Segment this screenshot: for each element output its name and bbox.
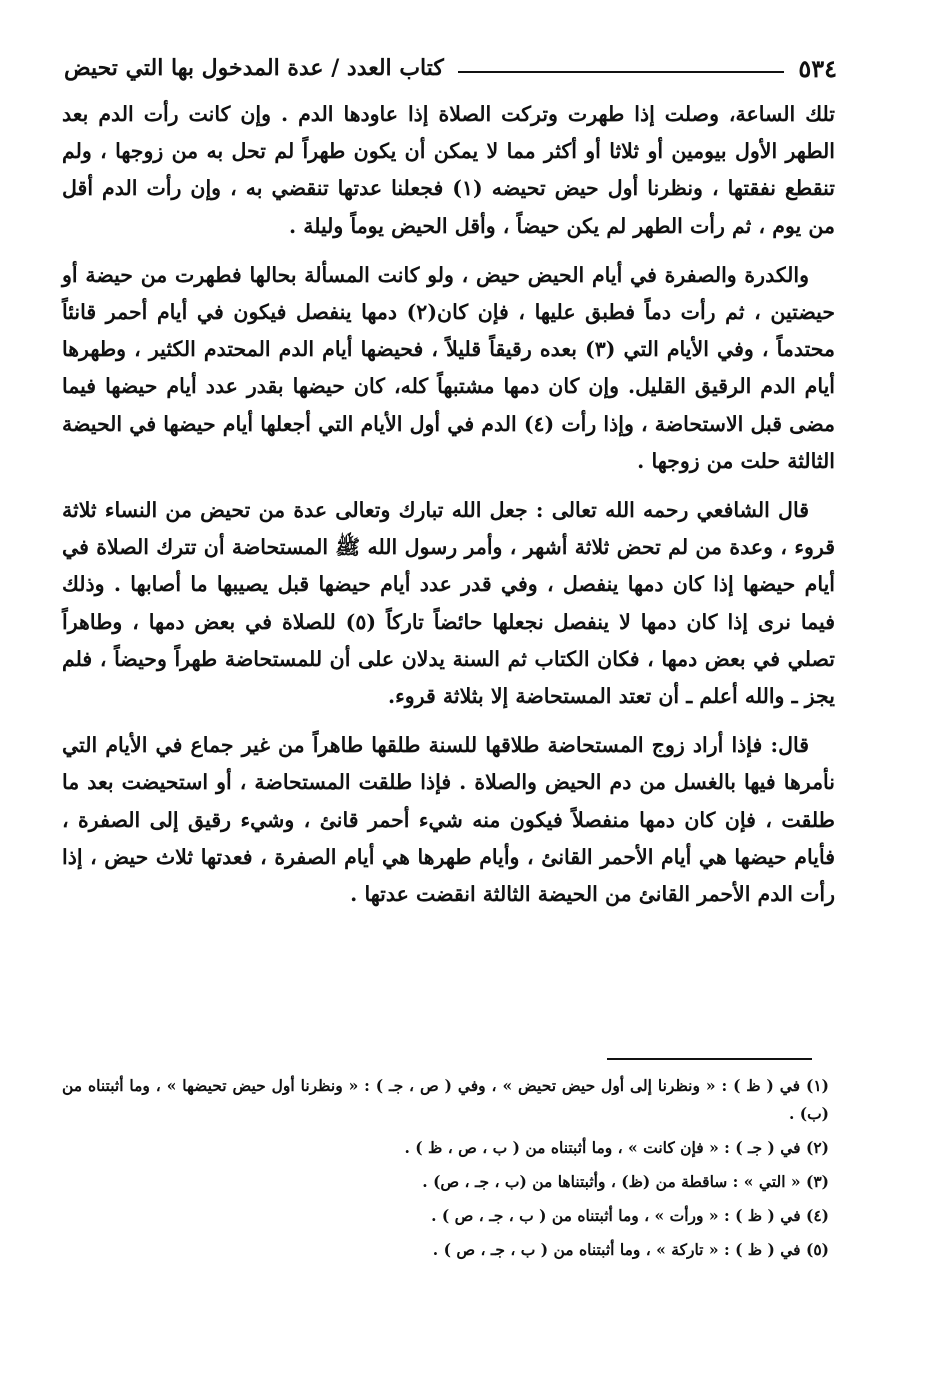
paragraph-text: تلك الساعة، وصلت إذا طهرت وتركت الصلاة إذا عاودها الدم . وإن كانت رأت الدم بعد الطهر الأول بيومين أو ثلاثا أو أكثر مما لا يمكن أن يكون طهراً لم تحل به من زوجها ، ولم تنقطع نفقتها ، ونظرنا أول حيض تحيضه (١) فجعلنا عدتها تنقضي به ، وإن رأت الدم أقل من يوم ، ثم رأت الطهر لم يكن حيضاً ، وأقل الحيض يوماً وليلة . [62, 102, 835, 238]
paragraph [62, 727, 835, 913]
footnote-1: (١) في ( ظ ) : « ونظرنا إلى أول حيض تحيض » ، وفي ( ص ، جـ ) : « ونظرنا أول حيض تحيضها » ، وما أثبتناه من (ب) . [62, 1076, 829, 1123]
paragraph [62, 492, 835, 715]
header-rule [458, 71, 784, 73]
paragraph [62, 257, 835, 480]
footnote-3: (٣) « التي » : ساقطة من (ظ) ، وأثبتناها من (ب ، جـ ، ص) . [422, 1172, 829, 1191]
footnote-separator [607, 1058, 812, 1060]
paragraph-lead: قال: [770, 733, 810, 758]
footnote-4: (٤) في ( ظ ) : « ورأت » ، وما أثبتناه من ( ب ، جـ ، ص ) . [431, 1206, 829, 1225]
footnote-2: (٢) في ( جـ ) : « فإن كانت » ، وما أثبتناه من ( ب ، ص ، ظ ) . [404, 1138, 829, 1157]
page-header [64, 48, 837, 88]
running-title: كتاب العدد / عدة المدخول بها التي تحيض [64, 55, 444, 81]
footnote-5: (٥) في ( ظ ) : « تاركة » ، وما أثبتناه من ( ب ، جـ ، ص ) . [432, 1240, 829, 1259]
page-number: ٥٣٤ [798, 53, 837, 83]
footnotes [62, 1072, 829, 1270]
paragraph-text: فإذا أراد زوج المستحاضة طلاقها للسنة طلقها طاهراً من غير جماع في الأيام التي نأمرها فيها بالغسل من دم الحيض والصلاة . فإذا طلقت المستحاضة ، أو استحيضت بعد ما طلقت ، فإن كان دمها منفصلاً فيكون منه شيء أحمر قانئ ، وشيء رقيق إلى الصفرة ، فأيام حيضها هي أيام الأحمر القانئ ، وأيام طهرها هي أيام الصفرة ، فعدتها ثلاث حيض ، إذا رأت الدم الأحمر القانئ من الحيضة الثالثة انقضت عدتها . [62, 733, 835, 907]
paragraph-text: جعل الله تبارك وتعالى عدة من تحيض من النساء ثلاثة قروء ، وعدة من لم تحض ثلاثة أشهر ، وأمر رسول الله ﷺ المستحاضة أن تترك الصلاة في أيام حيضها إذا كان دمها ينفصل ، وفي قدر عدد أيام حيضها قبل يصيبها ما أصابها . وذلك فيما نرى إذا كان دمها لا ينفصل نجعلها حائضاً تاركاً (٥) للصلاة في بعض دمها ، وطاهراً تصلي في بعض دمها ، فكان الكتاب ثم السنة يدلان على أن للمستحاضة طهراً وحيضاً ، فلم يجز ـ والله أعلم ـ أن تعتد المستحاضة إلا بثلاثة قروء. [62, 498, 835, 709]
paragraph [62, 96, 835, 245]
paragraph-lead: قال الشافعي رحمه الله تعالى : [535, 498, 809, 523]
main-text [62, 96, 835, 925]
paragraph-text: والكدرة والصفرة في أيام الحيض حيض ، ولو كانت المسألة بحالها فطهرت من حيضة أو حيضتين ، ثم رأت دماً فطبق عليها ، فإن كان(٢) دمها ينفصل فيكون في أيام أحمر قانئاً محتدماً ، وفي الأيام التي (٣) بعده رقيقاً قليلاً ، فحيضها أيام الدم المحتدم الكثير ، وطهرها أيام الدم الرقيق القليل. وإن كان دمها مشتبهاً كله، كان حيضها بقدر عدد أيام حيضها فيما مضى قبل الاستحاضة ، وإذا رأت (٤) الدم في أول الأيام التي أجعلها أيام حيضها في الحيضة الثالثة حلت من زوجها . [62, 262, 835, 473]
